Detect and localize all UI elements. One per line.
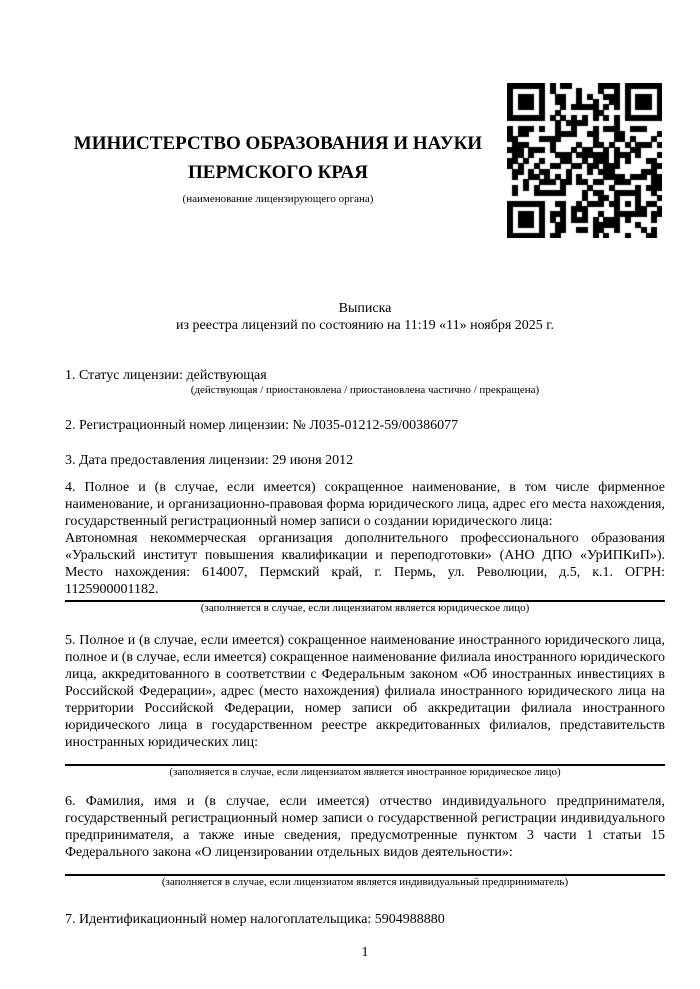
document-title-line1: Выписка (338, 301, 392, 316)
legal-entity-label: 4. Полное и (в случае, если имеется) сокращенное наименование, в том числе фирменное наименование, и организационно-правовая форма юридического лица, адрес его места нахождения, государственный регистрационный номер записи о создании юридического лица: (65, 480, 665, 529)
document-body (65, 300, 665, 961)
document-title (65, 300, 665, 334)
individual-entrepreneur-value-blank (65, 861, 665, 872)
qr-code-icon (507, 83, 662, 238)
ministry-name-line2: ПЕРМСКОГО КРАЯ (188, 162, 368, 183)
item-taxpayer-number (65, 911, 665, 928)
item-individual-entrepreneur (65, 793, 665, 889)
foreign-legal-entity-label: 5. Полное и (в случае, если имеется) сокращенное наименование иностранного юридического лица, полное и (в случае, если имеется) сокращенное наименование филиала иностранного юридического лица, аккредитованного в соответствии с Федеральным законом «Об иностранных инвестициях в Российской Федерации», адрес (место нахождения) филиала иностранного юридического лица на территории Российской Федерации, номер записи об аккредитации филиала иностранного юридического лица в государственном реестре аккредитованных филиалов, представительств иностранных юридических лиц: (65, 633, 665, 750)
foreign-legal-entity-field-underline (65, 632, 665, 766)
item-foreign-legal-entity (65, 632, 665, 779)
legal-entity-field-underline (65, 479, 665, 602)
item-license-status (65, 367, 665, 397)
foreign-legal-entity-caption: (заполняется в случае, если лицензиатом является иностранное юридическое лицо) (169, 766, 561, 778)
legal-entity-value: Автономная некоммерческая организация дополнительного профессионального образования «Уральский институт повышения квалификации и переподготовки» (АНО ДПО «УрИПКиП»). Место нахождения: 614007, Пермский край, г. Пермь, ул. Революции, д.5, к.1. ОГРН: 1125900001182. (65, 531, 665, 597)
taxpayer-number-text: 7. Идентификационный номер налогоплательщика: 5904988880 (65, 912, 445, 927)
page-number: 1 (361, 945, 369, 960)
license-status-variants-caption: (действующая / приостановлена / приостановлена частично / прекращена) (190, 384, 540, 396)
ministry-caption: (наименование лицензирующего органа) (182, 193, 374, 205)
license-status-text: 1. Статус лицензии: действующая (65, 368, 267, 383)
registration-number-text: 2. Регистрационный номер лицензии: № Л035-01212-59/00386077 (65, 418, 459, 433)
foreign-legal-entity-value-blank (65, 751, 665, 762)
item-legal-entity (65, 479, 665, 615)
individual-entrepreneur-field-underline (65, 793, 665, 876)
item-registration-number (65, 417, 665, 434)
ministry-name (65, 129, 491, 187)
individual-entrepreneur-label: 6. Фамилия, имя и (в случае, если имеется) отчество индивидуального предпринимателя, государственный регистрационный номер записи о государственной регистрации индивидуального предпринимателя, а также иные сведения, предусмотренные пунктом 3 части 1 статьи 15 Федерального закона «О лицензировании отдельных видов деятельности»: (65, 794, 665, 860)
item-license-grant-date (65, 452, 665, 469)
ministry-name-line1: МИНИСТЕРСТВО ОБРАЗОВАНИЯ И НАУКИ (73, 133, 483, 154)
licensing-authority-header (65, 129, 491, 206)
legal-entity-caption: (заполняется в случае, если лицензиатом является юридическое лицо) (200, 602, 530, 614)
license-grant-date-text: 3. Дата предоставления лицензии: 29 июня 2012 (65, 453, 354, 468)
document-title-line2: из реестра лицензий по состоянию на 11:19 «11» ноября 2025 г. (176, 318, 554, 333)
individual-entrepreneur-caption: (заполняется в случае, если лицензиатом является индивидуальный предприниматель) (161, 876, 569, 888)
